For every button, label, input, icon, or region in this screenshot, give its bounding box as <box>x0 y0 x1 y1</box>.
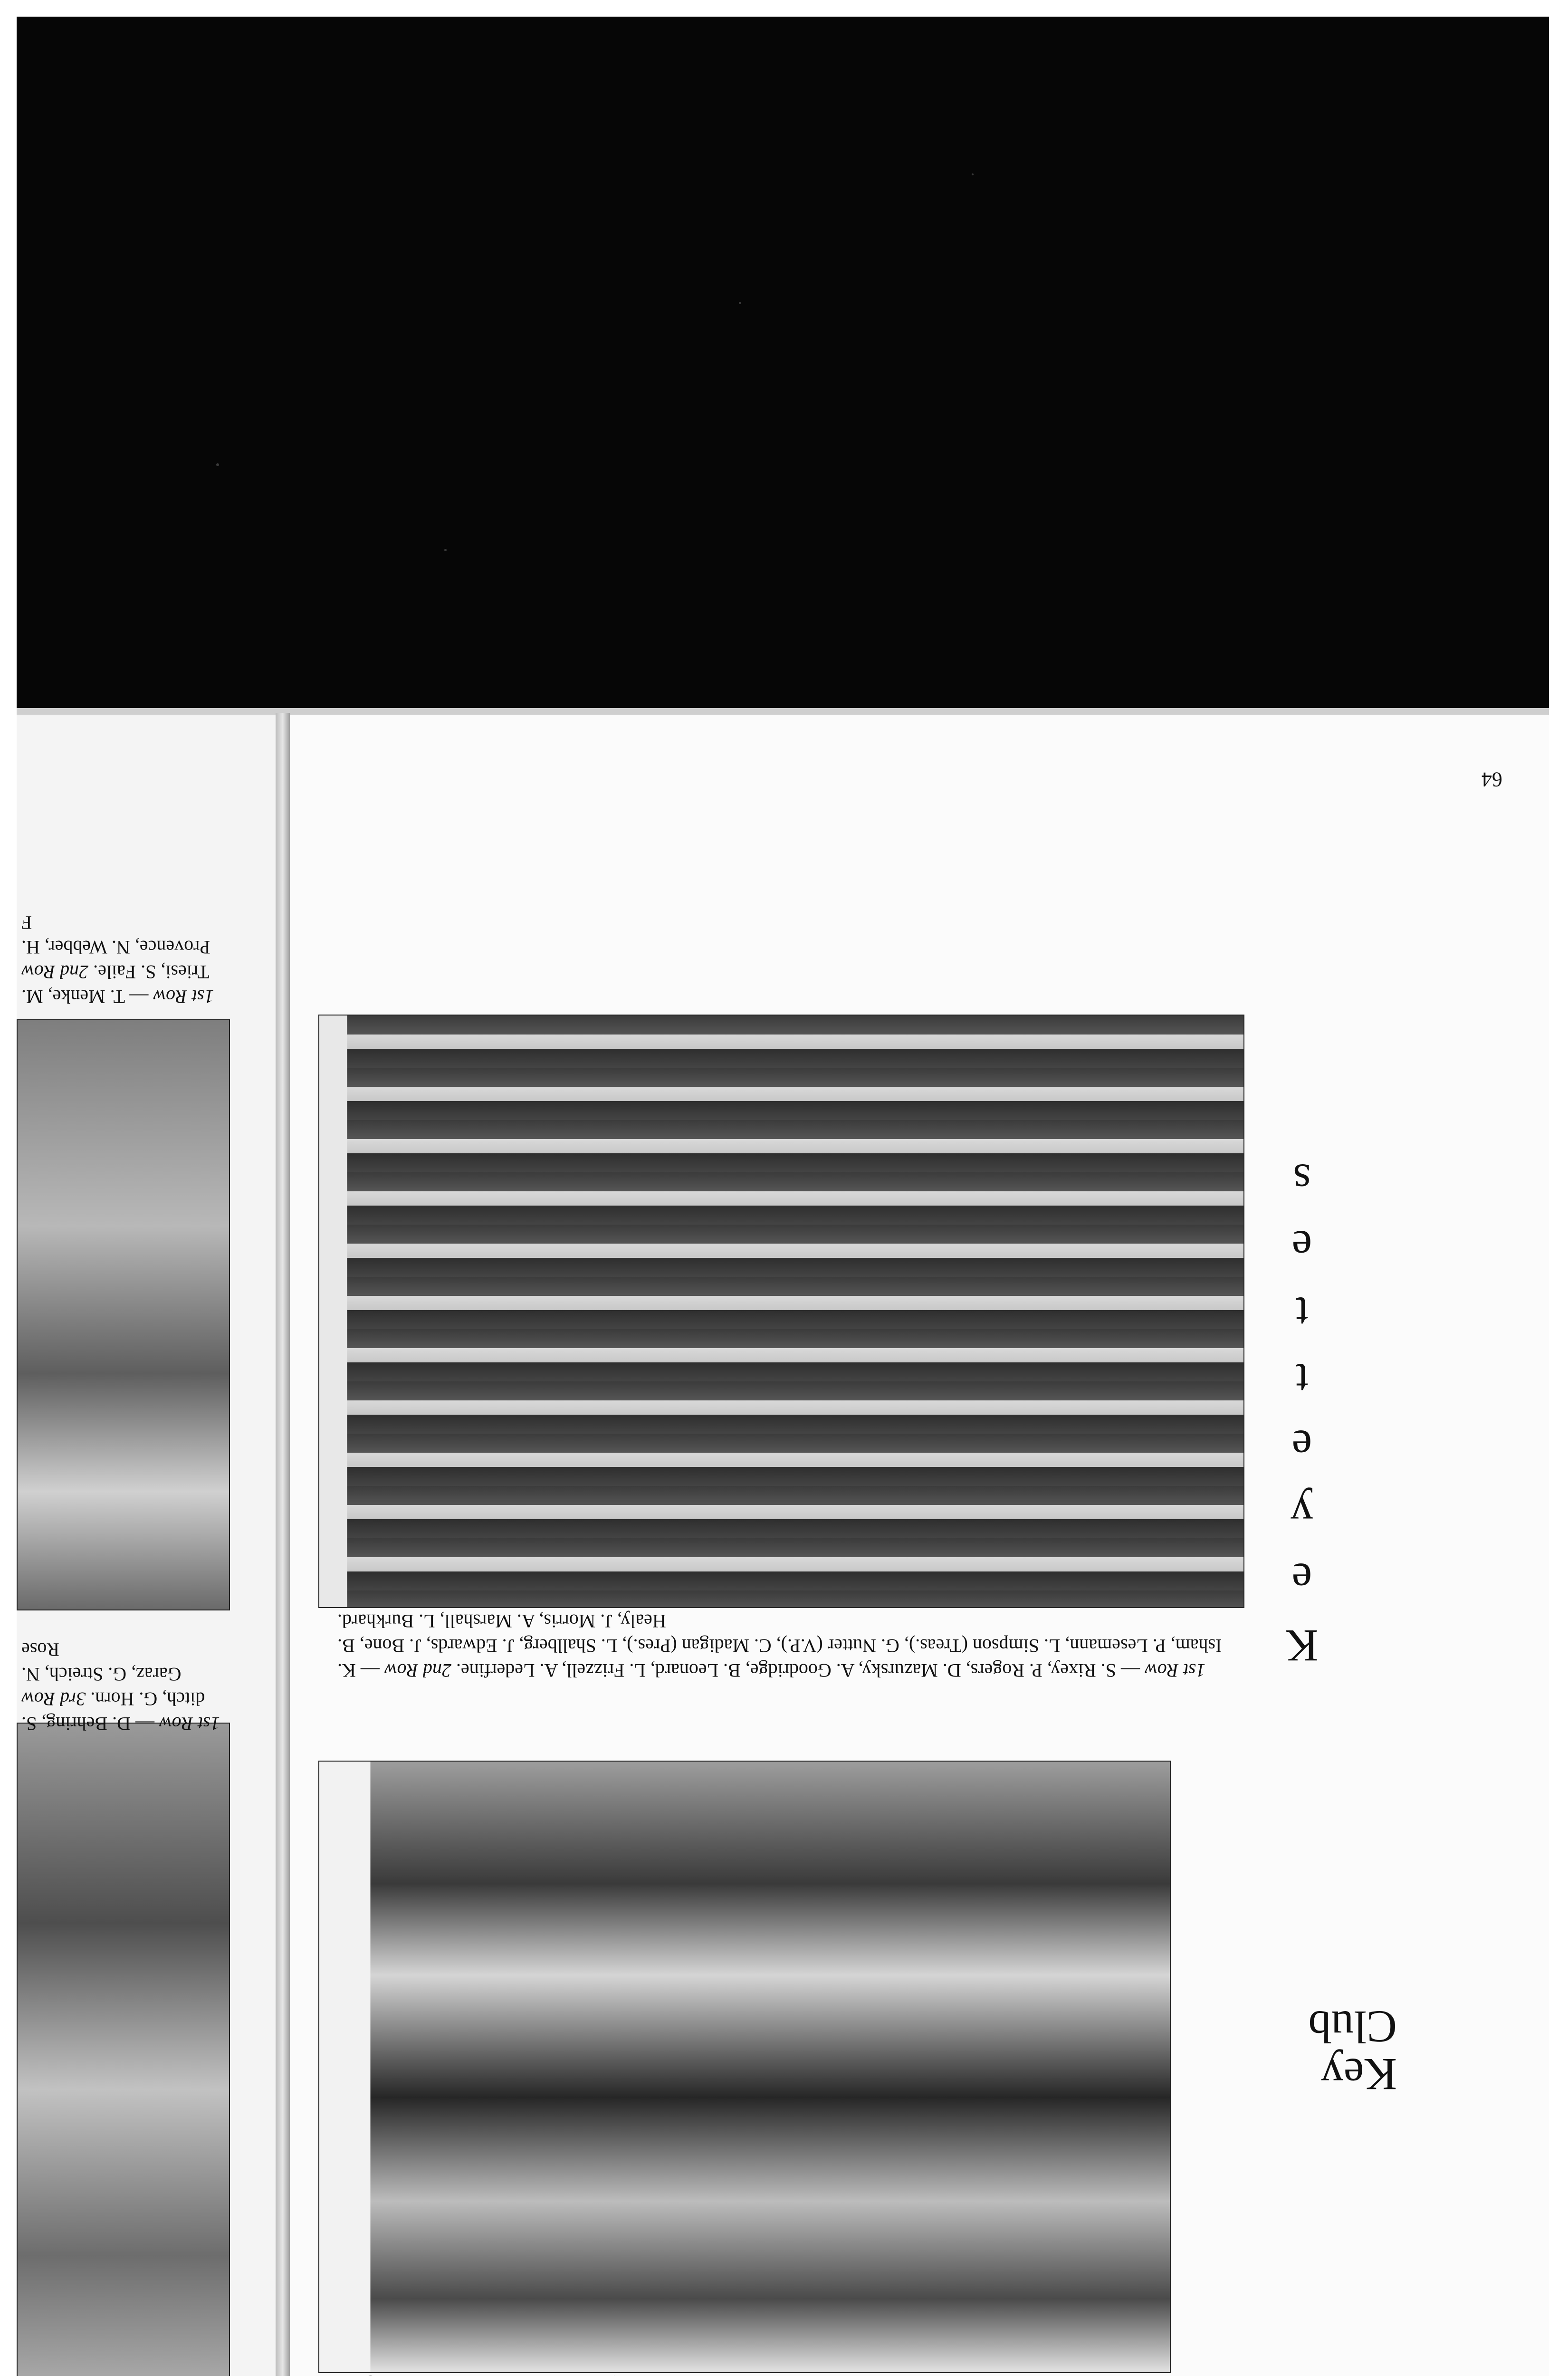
key-club-title: Key Club <box>1308 2002 1397 2100</box>
dust-speck <box>216 463 219 466</box>
title-letter: s <box>1293 1155 1311 1206</box>
keyettes-title <box>1278 1155 1326 1671</box>
left-facing-page <box>17 715 276 2376</box>
dust-speck <box>739 302 741 304</box>
keyettes-caption: 1st Row — S. Rixey, P. Rogers, D. Mazursky, A. Goodridge, B. Leonard, L. Frizzell, A. Lederfine. 2nd Row — K. Isham, P. Lesemann, L. Simpson (Treas.), G. Nutter (V.P.), C. Madigan (Pres.), L. Shallberg, J. Edwards, J. Bone, B. Healy, J. Morris, A. Marshall, L. Burkhard. <box>337 1610 1222 1681</box>
key-club-caption <box>347 2374 1250 2376</box>
yearbook-page <box>290 715 1549 2376</box>
title-letter: e <box>1291 1421 1312 1472</box>
left-group-photo-top <box>17 1019 230 1610</box>
title-letter: t <box>1295 1354 1309 1405</box>
title-letter: e <box>1291 1221 1312 1272</box>
book-spine <box>276 713 290 2376</box>
key-club-group-photo <box>318 1761 1171 2373</box>
page-number: 64 <box>1482 768 1502 791</box>
page-top-edge <box>17 708 1549 715</box>
left-group-photo-bottom <box>17 1723 230 2376</box>
left-caption-b: 1st Row — T. Menke, M. Triesi, S. Faile. 2nd Row Provence, N. Webber, H. F <box>21 912 214 1007</box>
dust-speck <box>444 549 447 551</box>
title-letter: e <box>1291 1554 1312 1605</box>
dust-speck <box>972 173 974 175</box>
keyettes-group-photo <box>318 1015 1244 1608</box>
title-letter: y <box>1291 1487 1313 1538</box>
title-letter: t <box>1295 1288 1309 1339</box>
title-letter: K <box>1285 1620 1319 1671</box>
left-caption-a: 1st Row — D. Behring, S. ditch, G. Horn. 3rd Row Garaz, G. Streich, N. Rose <box>21 1639 220 1734</box>
book-cover-dark-area <box>17 17 1549 708</box>
